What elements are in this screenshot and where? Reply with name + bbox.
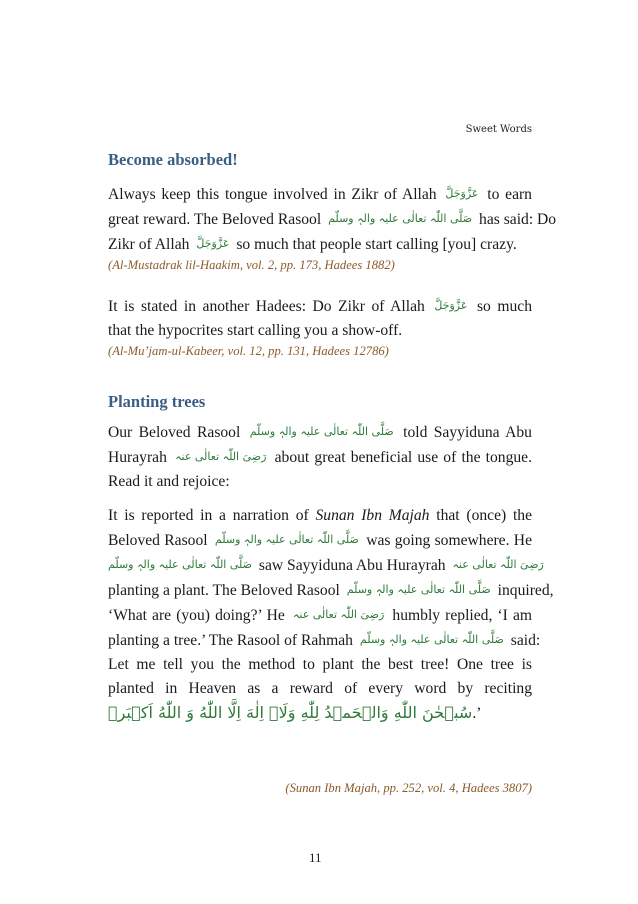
paragraph-narration: It is reported in a narration of Sunan Ibn Majah that (once) the Beloved Rasool صَلَّی اللّٰہ تعالٰی علیہ والہٖ وسلّم was going somewhere. He صَلَّی اللّٰہ تعالٰی علیہ والہٖ وسلّم saw Sayyiduna Abu Hurayrah رَضِیَ اللّٰہ تعالٰی عنہ planting a plant. The Beloved Rasool صَلَّی اللّٰہ تعالٰی علیہ والہٖ وسلّم inquired, ‘What are (you) doing?’ He رَضِیَ اللّٰہ تعالٰی عنہ humbly replied, ‘I am planting a tree.’ The Rasool of Rahmah صَلَّی اللّٰہ تعالٰی علیہ والہٖ وسلّم said: Let me tell you the method to plant the best tree! One tree is planted in Heaven as a reward of every word by reciting سُبۡحٰنَ اللّٰهِ وَالۡحَمۡدُ لِلّٰهِ وَلَاۤ اِلٰهَ اِلَّا اللّٰهُ وَ اللّٰهُ اَكۡبَرۡ.’ <box>108 507 554 722</box>
arabic-radiallah: رَضِیَ اللّٰہ تعالٰی عنہ <box>175 450 267 463</box>
paragraph-zikr: Always keep this tongue involved in Zikr of Allah عَزَّوَجَلَّ to earn great reward. The Beloved Rasool صَلَّی اللّٰہ تعالٰی علیہ والہٖ وسلّم has said: Do Zikr of Allah عَزَّوَجَلَّ so much that people start calling [you] crazy. <box>108 182 532 257</box>
paragraph-hypocrites: It is stated in another Hadees: Do Zikr of Allah عَزَّوَجَلَّ so much that the hypocrites start calling you a show-off. <box>108 294 532 343</box>
arabic-radiallah: رَضِیَ اللّٰہ تعالٰی عنہ <box>452 558 544 571</box>
paragraph-intro: Our Beloved Rasool صَلَّی اللّٰہ تعالٰی علیہ والہٖ وسلّم told Sayyiduna Abu Hurayrah رَضِیَ اللّٰہ تعالٰی عنہ about great beneficial use of the tongue. Read it and rejoice: <box>108 420 532 494</box>
arabic-salutation: صَلَّی اللّٰہ تعالٰی علیہ والہٖ وسلّم <box>249 425 394 438</box>
arabic-salutation: صَلَّی اللّٰہ تعالٰی علیہ والہٖ وسلّم <box>359 633 504 646</box>
arabic-salutation: صَلَّی اللّٰہ تعالٰی علیہ والہٖ وسلّم <box>108 558 252 571</box>
heading-planting-trees: Planting trees <box>108 392 206 411</box>
arabic-radiallah: رَضِیَ اللّٰہ تعالٰی عنہ <box>292 608 385 621</box>
running-head: Sweet Words <box>465 124 532 135</box>
arabic-tasbeeh: سُبۡحٰنَ اللّٰهِ وَالۡحَمۡدُ لِلّٰهِ وَلَاۤ اِلٰهَ اِلَّا اللّٰهُ وَ اللّٰهُ اَكۡبَرۡ <box>108 703 473 722</box>
reference-ibn-majah: (Sunan Ibn Majah, pp. 252, vol. 4, Hadees 3807) <box>285 781 532 795</box>
arabic-salutation: صَلَّی اللّٰہ تعالٰی علیہ والہٖ وسلّم <box>328 212 473 225</box>
page-number: 11 <box>309 850 322 865</box>
book-title: Sunan Ibn Majah <box>315 507 430 524</box>
arabic-honorific: عَزَّوَجَلَّ <box>445 187 479 200</box>
reference-mujam: (Al-Mu’jam-ul-Kabeer, vol. 12, pp. 131, Hadees 12786) <box>108 344 389 358</box>
arabic-honorific: عَزَّوَجَلَّ <box>434 299 468 312</box>
reference-mustadrak: (Al-Mustadrak lil-Haakim, vol. 2, pp. 173, Hadees 1882) <box>108 258 395 272</box>
arabic-honorific: عَزَّوَجَلَّ <box>196 237 230 250</box>
arabic-salutation: صَلَّی اللّٰہ تعالٰی علیہ والہٖ وسلّم <box>214 533 359 546</box>
heading-become-absorbed: Become absorbed! <box>108 150 238 169</box>
arabic-salutation: صَلَّی اللّٰہ تعالٰی علیہ والہٖ وسلّم <box>346 583 491 596</box>
